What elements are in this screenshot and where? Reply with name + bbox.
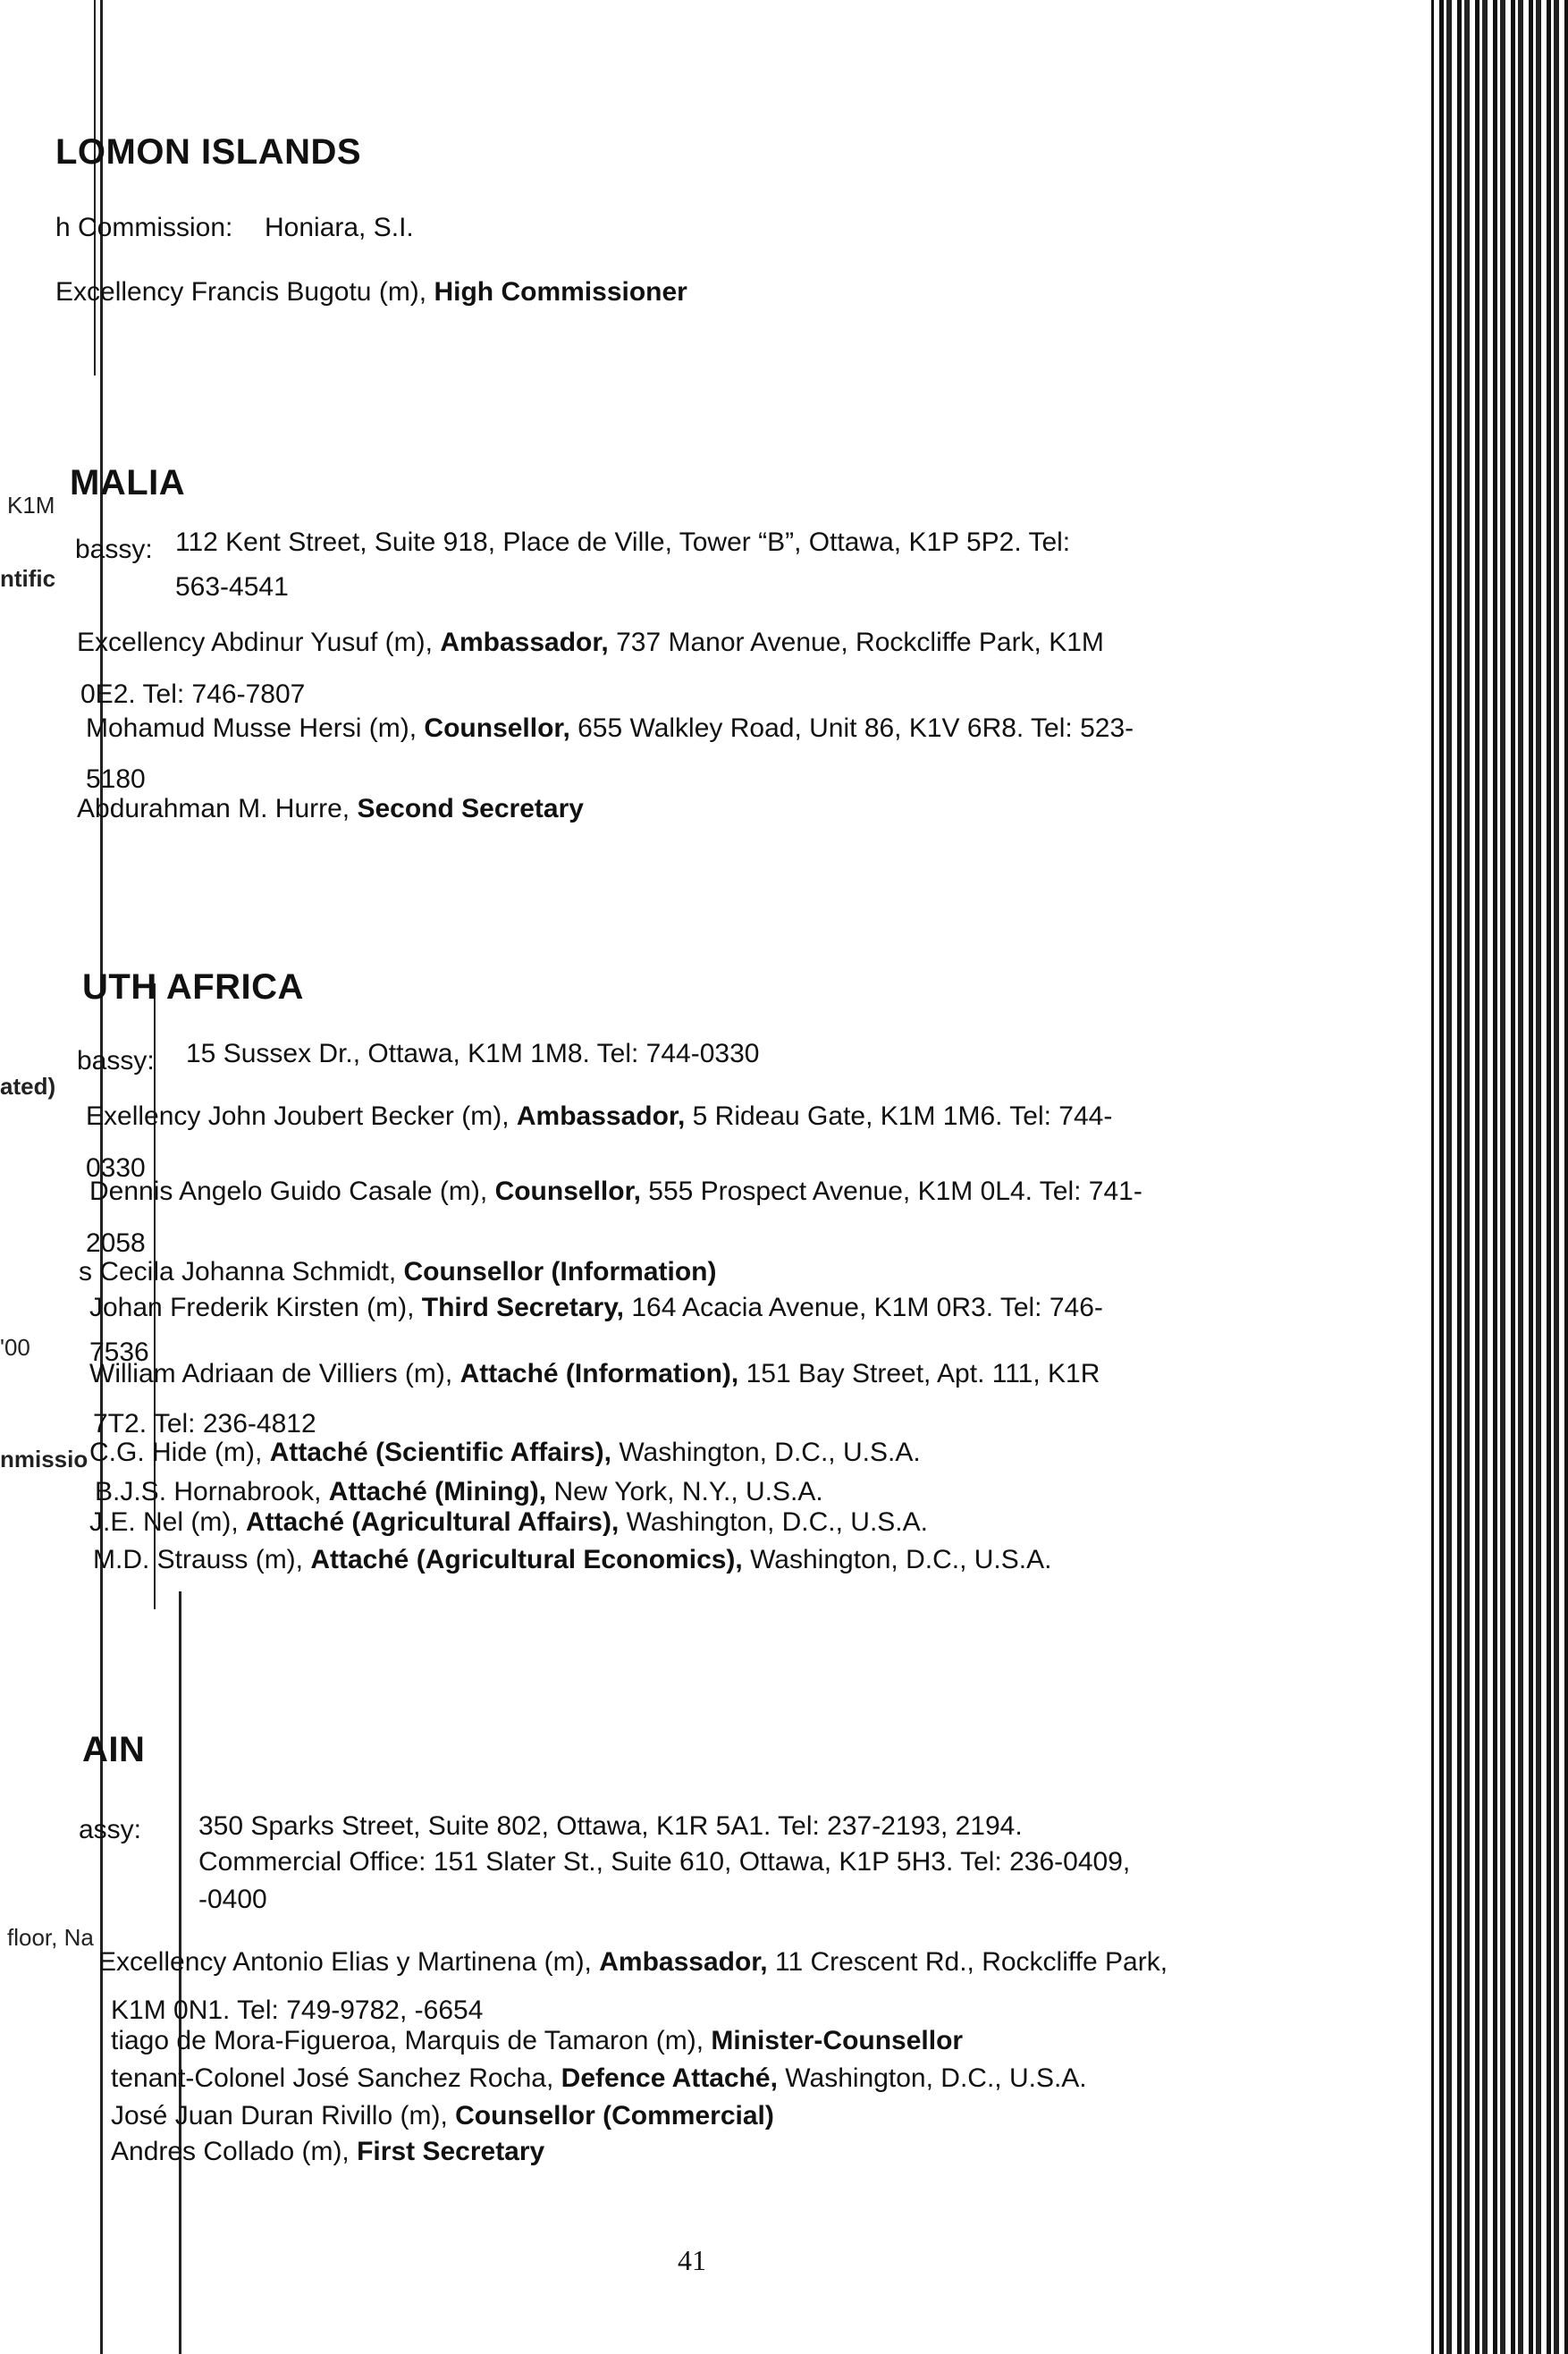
entry-line — [86, 713, 1134, 744]
entry-line — [77, 794, 584, 824]
entry-line — [79, 1257, 717, 1287]
embassy-label: bassy: — [77, 1046, 155, 1076]
entry-line — [89, 1177, 1142, 1207]
page-number: 41 — [678, 2244, 706, 2276]
entry-address: 737 Manor Avenue, Rockcliffe Park, K1M — [608, 628, 1104, 657]
entry-name: William Adriaan de Villiers (m), — [89, 1359, 460, 1388]
entry-title: High Commissioner — [434, 277, 687, 307]
entry-title: Minister-Counsellor — [711, 2026, 964, 2055]
margin-fragment: ated) — [0, 1073, 56, 1100]
embassy-address-cont: Commercial Office: 151 Slater St., Suite 610, Ottawa, K1P 5H3. Tel: 236-0409, — [198, 1847, 1131, 1877]
entry-line — [77, 628, 1104, 658]
embassy-address-cont: 563-4541 — [175, 572, 289, 602]
entry-address: 164 Acacia Avenue, K1M 0R3. Tel: 746- — [623, 1293, 1103, 1322]
entry-name: K1M 0N1. Tel: 749-9782, -6654 — [111, 1995, 484, 2025]
entry-name: tiago de Mora-Figueroa, Marquis de Tamaron (m), — [111, 2026, 712, 2055]
section-heading-south-africa: UTH AFRICA — [82, 967, 304, 1007]
entry-title: Attaché (Mining), — [328, 1477, 547, 1506]
entry-line — [89, 1293, 1103, 1323]
entry-name: B.J.S. Hornabrook, — [95, 1477, 329, 1506]
section-heading-spain: AIN — [82, 1730, 146, 1769]
entry-address: New York, N.Y., U.S.A. — [546, 1477, 823, 1506]
entry-name: 0330 — [86, 1153, 146, 1183]
entry-line — [89, 1438, 921, 1468]
entry-address: 555 Prospect Avenue, K1M 0L4. Tel: 741- — [640, 1177, 1142, 1206]
entry-name: José Juan Duran Rivillo (m), — [111, 2101, 456, 2130]
entry-title: Second Secretary — [357, 794, 584, 823]
embassy-label: assy: — [79, 1815, 142, 1844]
entry-address: Washington, D.C., U.S.A. — [619, 1507, 928, 1537]
entry-line — [55, 277, 687, 308]
entry-line — [111, 2026, 963, 2056]
entry-name: 0E2. Tel: 746-7807 — [80, 679, 306, 709]
section-heading-solomon-islands: LOMON ISLANDS — [55, 132, 362, 172]
commission-value: Honiara, S.I. — [265, 213, 414, 242]
entry-line — [93, 1409, 316, 1439]
embassy-address: 350 Sparks Street, Suite 802, Ottawa, K1R 5A1. Tel: 237-2193, 2194. — [198, 1811, 1023, 1841]
page-edge-gap — [1415, 0, 1434, 2354]
entry-title: Ambassador, — [516, 1101, 686, 1131]
entry-name: Exellency John Joubert Becker (m), — [86, 1101, 517, 1131]
section-heading-somalia: MALIA — [70, 463, 186, 502]
entry-line — [80, 679, 305, 710]
entry-line — [86, 1101, 1112, 1132]
entry-name: Excellency Francis Bugotu (m), — [55, 277, 434, 307]
embassy-address: 112 Kent Street, Suite 918, Place de Ville, Tower “B”, Ottawa, K1P 5P2. Tel: — [175, 527, 1071, 557]
entry-name: 5180 — [86, 764, 146, 794]
entry-title: Counsellor, — [494, 1177, 641, 1206]
entry-name: C.G. Hide (m), — [89, 1438, 270, 1467]
entry-title: First Secretary — [357, 2137, 545, 2166]
entry-line — [89, 1359, 1100, 1389]
entry-name: 7T2. Tel: 236-4812 — [93, 1409, 316, 1439]
entry-line — [89, 1507, 928, 1538]
entry-title: Counsellor (Information) — [403, 1257, 717, 1287]
entry-title: Counsellor (Commercial) — [455, 2101, 774, 2130]
margin-fragment: K1M — [7, 492, 55, 519]
entry-name: Abdurahman M. Hurre, — [77, 794, 358, 823]
entry-title: Third Secretary, — [421, 1293, 624, 1322]
entry-line — [111, 2063, 1087, 2094]
entry-title: Counsellor, — [424, 713, 570, 743]
entry-line — [111, 2137, 544, 2167]
entry-name: Mohamud Musse Hersi (m), — [86, 713, 425, 743]
entry-address: Washington, D.C., U.S.A. — [777, 2063, 1087, 2093]
entry-line — [111, 1995, 483, 2026]
entry-address: Washington, D.C., U.S.A. — [742, 1545, 1052, 1574]
embassy-address-cont: -0400 — [198, 1885, 267, 1914]
commission-label: h Commission: — [55, 213, 233, 242]
entry-name: 7536 — [89, 1337, 149, 1367]
entry-address: 655 Walkley Road, Unit 86, K1V 6R8. Tel: 523- — [569, 713, 1134, 743]
entry-line — [98, 1947, 1168, 1978]
entry-address: Washington, D.C., U.S.A. — [611, 1438, 921, 1467]
margin-fragment: ntific — [0, 565, 56, 592]
entry-title: Attaché (Scientific Affairs), — [269, 1438, 611, 1467]
margin-fragment: nmissio — [0, 1446, 89, 1472]
embassy-label: bassy: — [75, 535, 153, 564]
entry-name: 2058 — [86, 1228, 146, 1258]
entry-title: Attaché (Agricultural Affairs), — [246, 1507, 620, 1537]
gutter-line-left — [94, 0, 96, 375]
entry-title: Attaché (Information), — [459, 1359, 739, 1388]
entry-name: J.E. Nel (m), — [89, 1507, 247, 1537]
embassy-address: 15 Sussex Dr., Ottawa, K1M 1M8. Tel: 744-0330 — [186, 1039, 760, 1068]
entry-name: Dennis Angelo Guido Casale (m), — [89, 1177, 495, 1206]
entry-title: Ambassador, — [599, 1947, 768, 1977]
entry-name: Excellency Abdinur Yusuf (m), — [77, 628, 441, 657]
entry-line — [86, 764, 146, 795]
entry-line — [93, 1545, 1051, 1575]
entry-name: Excellency Antonio Elias y Martinena (m), — [98, 1947, 600, 1977]
entry-line — [86, 1228, 146, 1259]
entry-title: Ambassador, — [440, 628, 609, 657]
margin-fragment: floor, Na — [7, 1924, 94, 1951]
entry-name: tenant-Colonel José Sanchez Rocha, — [111, 2063, 561, 2093]
entry-address: 151 Bay Street, Apt. 111, K1R — [738, 1359, 1100, 1388]
entry-name: Johan Frederik Kirsten (m), — [89, 1293, 422, 1322]
entry-address: 11 Crescent Rd., Rockcliffe Park, — [767, 1947, 1168, 1977]
entry-line — [95, 1477, 823, 1507]
margin-fragment: '00 — [0, 1334, 30, 1361]
entry-name: s Cecila Johanna Schmidt, — [79, 1257, 404, 1287]
entry-name: Andres Collado (m), — [111, 2137, 358, 2166]
entry-line — [111, 2101, 774, 2131]
entry-title: Attaché (Agricultural Economics), — [310, 1545, 743, 1574]
entry-title: Defence Attaché, — [561, 2063, 778, 2093]
page-edge-stripes — [1434, 0, 1568, 2354]
entry-address: 5 Rideau Gate, K1M 1M6. Tel: 744- — [685, 1101, 1113, 1131]
entry-name: M.D. Strauss (m), — [93, 1545, 311, 1574]
